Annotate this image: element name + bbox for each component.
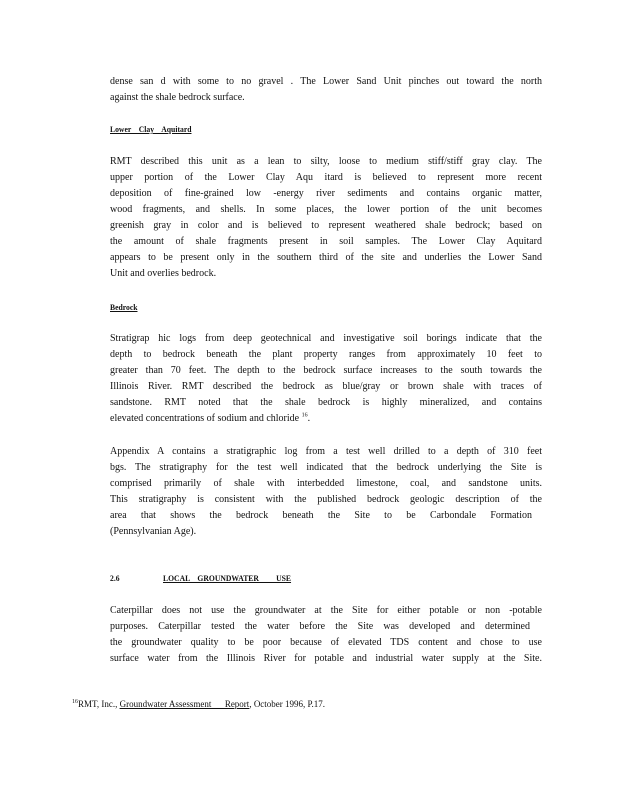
appendix-line-2: bgs. The stratigraphy for the test well indicated that the bedrock underlying the Site is [110, 462, 542, 473]
appendix-line-1: Appendix A contains a stratigraphic log from a test well drilled to a depth of 310 feet [110, 446, 542, 457]
intro-line-1: dense san d with some to no gravel . The Lower Sand Unit pinches out toward the north [110, 76, 542, 87]
clay-line-2: upper portion of the Lower Clay Aqu itard is believed to represent more recent [110, 172, 542, 183]
section-number: 2.6 [110, 573, 120, 583]
bedrock-line-6: elevated concentrations of sodium and chloride $^{16}$. [110, 412, 311, 424]
footnote-prefix: RMT, Inc., [78, 699, 118, 709]
footnote-title: Groundwater Assessment Report [119, 699, 250, 709]
bedrock-line-5: sandstone. RMT noted that the shale bedrock is highly mineralized, and contains [110, 397, 542, 408]
appendix-line-3: comprised primarily of shale with interbedded limestone, coal, and sandstone units. [110, 478, 542, 489]
clay-line-4: wood fragments, and shells. In some places, the lower portion of the unit becomes [110, 204, 542, 215]
footnote-number: 16 [72, 699, 78, 705]
groundwater-line-3: the groundwater quality to be poor because of elevated TDS content and chose to use [110, 637, 542, 648]
groundwater-line-2: purposes. Caterpillar tested the water before the Site was developed and determined [110, 621, 530, 632]
clay-line-8: Unit and overlies bedrock. [110, 268, 217, 279]
appendix-line-4: This stratigraphy is consistent with the published bedrock geologic description of the [110, 494, 542, 505]
groundwater-line-4: surface water from the Illinois River for potable and industrial water supply at the Site. [110, 653, 542, 664]
clay-line-3: deposition of fine-grained low -energy river sediments and contains organic matter, [110, 188, 542, 199]
bedrock-line-4: Illinois River. RMT described the bedrock as blue/gray or brown shale with traces of [110, 381, 542, 392]
clay-line-5: greenish gray in color and is believed to represent weathered shale bedrock; based on [110, 220, 542, 231]
footnote [72, 699, 325, 709]
bedrock-line-3: greater than 70 feet. The depth to the bedrock surface increases to the south towards the [110, 365, 542, 376]
intro-line-2: against the shale bedrock surface. [110, 92, 245, 103]
appendix-line-5: area that shows the bedrock beneath the Site to be Carbondale Formation [110, 510, 532, 521]
bedrock-line-6-text: elevated concentrations of sodium and chloride [110, 413, 300, 424]
section-heading-bedrock: Bedrock [110, 302, 138, 312]
clay-line-6: the amount of shale fragments present in soil samples. The Lower Clay Aquitard [110, 236, 542, 247]
bedrock-line-2: depth to bedrock beneath the plant property ranges from approximately 10 feet to [110, 349, 542, 360]
section-heading-local-groundwater-use: LOCAL GROUNDWATER USE [163, 573, 292, 583]
clay-line-1: RMT described this unit as a lean to silty, loose to medium stiff/stiff gray clay. The [110, 156, 542, 167]
groundwater-line-1: Caterpillar does not use the groundwater at the Site for either potable or non -potable [110, 605, 542, 616]
footnote-ref-16: 16 [301, 412, 308, 419]
section-heading-lower-clay-aquitard: Lower Clay Aquitard [110, 124, 192, 134]
footnote-suffix: , October 1996, P.17. [249, 699, 326, 709]
appendix-line-6: (Pennsylvanian Age). [110, 526, 197, 537]
clay-line-7: appears to be present only in the southern third of the site and underlies the Lower Sand [110, 252, 542, 263]
bedrock-line-1: Stratigrap hic logs from deep geotechnical and investigative soil borings indicate that the [110, 333, 542, 344]
